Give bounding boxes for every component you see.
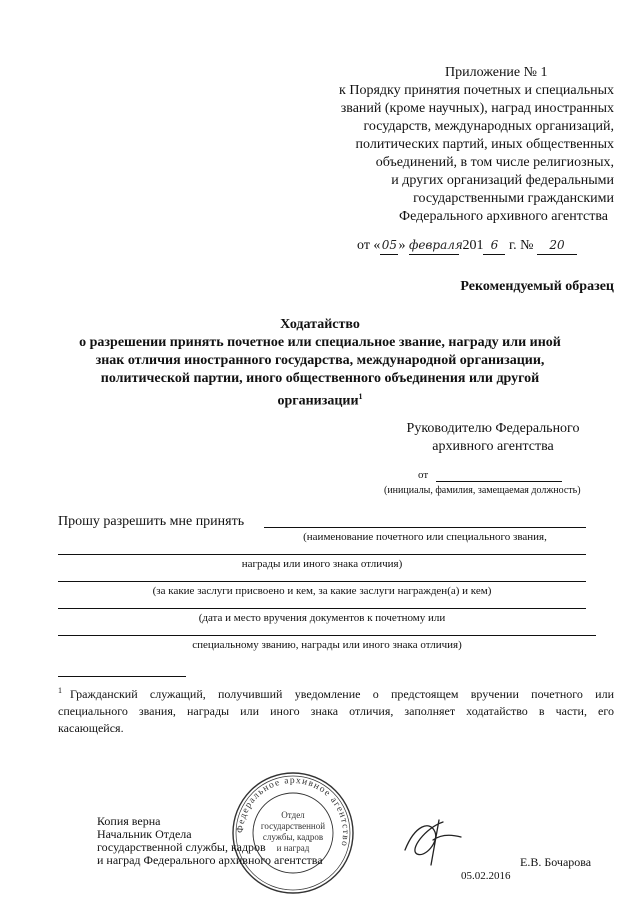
stamp-center-line: государственной — [260, 821, 326, 831]
appendix-text — [284, 82, 614, 226]
appendix-line: званий (кроме научных), наград иностранных — [340, 101, 614, 116]
date-year-prefix: 201 — [462, 238, 484, 253]
stamp-center-line: и наград — [276, 843, 310, 853]
stamp-ring-text: Федеральное архивное агентство — [235, 775, 351, 848]
request-caption-3: (за какие заслуги присвоено и кем, за какие заслуги награжден(а) и кем) — [152, 585, 492, 597]
footnote-line-3: касающейся. — [58, 721, 124, 735]
request-blank-line-5 — [58, 635, 596, 636]
footnote-line-2: специального звания, награды или иного знака отличия, заполняет ходатайство в части, его — [58, 704, 614, 718]
request-caption-4: (дата и место вручения документов к почетному или — [198, 612, 446, 624]
footnote-line-1 — [58, 682, 614, 703]
appendix-line: и других организаций федеральными — [391, 173, 614, 188]
appendix-line: к Порядку принятия почетных и специальных — [339, 83, 614, 98]
date-line — [357, 236, 577, 255]
footnote-text-1: Гражданский служащий, получивший уведомление о предстоящем вручении почетного или — [70, 687, 614, 701]
heading-last-line — [0, 388, 640, 411]
addressee-line: архивного агентства — [432, 439, 554, 454]
appendix-line: Федерального архивного агентства — [399, 209, 608, 224]
recommended-sample: Рекомендуемый образец — [460, 279, 614, 294]
date-year-suffix: г. — [508, 238, 517, 253]
request-caption-1: (наименование почетного или специального звания, — [303, 531, 547, 543]
date-no-label: № — [520, 238, 534, 253]
request-caption-5: специальному званию, награды или иного знака отличия) — [192, 639, 462, 651]
certification-date: 05.02.2016 — [461, 870, 511, 882]
appendix-line: государственными гражданскими — [413, 191, 614, 206]
addressee-line: Руководителю Федерального — [406, 421, 580, 436]
signature — [395, 810, 475, 870]
stamp-center-line: Отдел — [281, 810, 305, 820]
from-caption: (инициалы, фамилия, замещаемая должность) — [384, 485, 581, 496]
appendix-line: политических партий, иных общественных — [355, 137, 614, 152]
request-lead: Прошу разрешить мне принять — [58, 514, 245, 529]
heading-last-word: организации — [277, 393, 359, 409]
date-year-digit: 6 — [483, 236, 505, 255]
footnote — [58, 682, 614, 737]
date-day: 05 — [380, 236, 398, 255]
appendix-line: объединений, в том числе религиозных, — [375, 155, 614, 170]
footnote-mark: 1 — [58, 686, 62, 695]
date-month: февраля — [409, 236, 459, 255]
heading-line: знак отличия иностранного государства, международной организации, — [95, 353, 545, 368]
request-blank-line-3 — [58, 581, 586, 582]
request-caption-2: награды или иного знака отличия) — [241, 558, 403, 570]
appendix-line: государств, международных организаций, — [363, 119, 614, 134]
date-prefix: от « — [357, 238, 381, 253]
request-blank-line-4 — [58, 608, 586, 609]
request-blank-line-2 — [58, 554, 586, 555]
certification-line: государственной службы, кадров — [97, 840, 266, 854]
certification — [97, 814, 326, 867]
heading-line: политической партии, иного общественного объединения или другой — [100, 371, 540, 386]
request-blank-line-1 — [264, 527, 586, 528]
appendix-number: Приложение № 1 — [445, 65, 548, 80]
stamp-center-line: службы, кадров — [262, 832, 324, 842]
heading-line: о разрешении принять почетное или специальное звание, награду или иной — [79, 335, 561, 350]
date-mid: » — [398, 238, 406, 253]
certification-line: Копия верна — [97, 814, 161, 828]
petition-title: Ходатайство — [280, 317, 360, 332]
certification-line: Начальник Отдела — [97, 827, 192, 841]
addressee — [378, 420, 608, 456]
from-label: от — [418, 469, 429, 481]
date-number: 20 — [537, 236, 577, 255]
footnote-separator — [58, 676, 186, 677]
from-blank-line — [436, 481, 562, 482]
footnote-ref: 1 — [358, 392, 363, 401]
certification-line: и наград Федерального архивного агентства — [97, 853, 323, 867]
signer-name: Е.В. Бочарова — [520, 855, 592, 869]
petition-subject — [0, 334, 640, 411]
